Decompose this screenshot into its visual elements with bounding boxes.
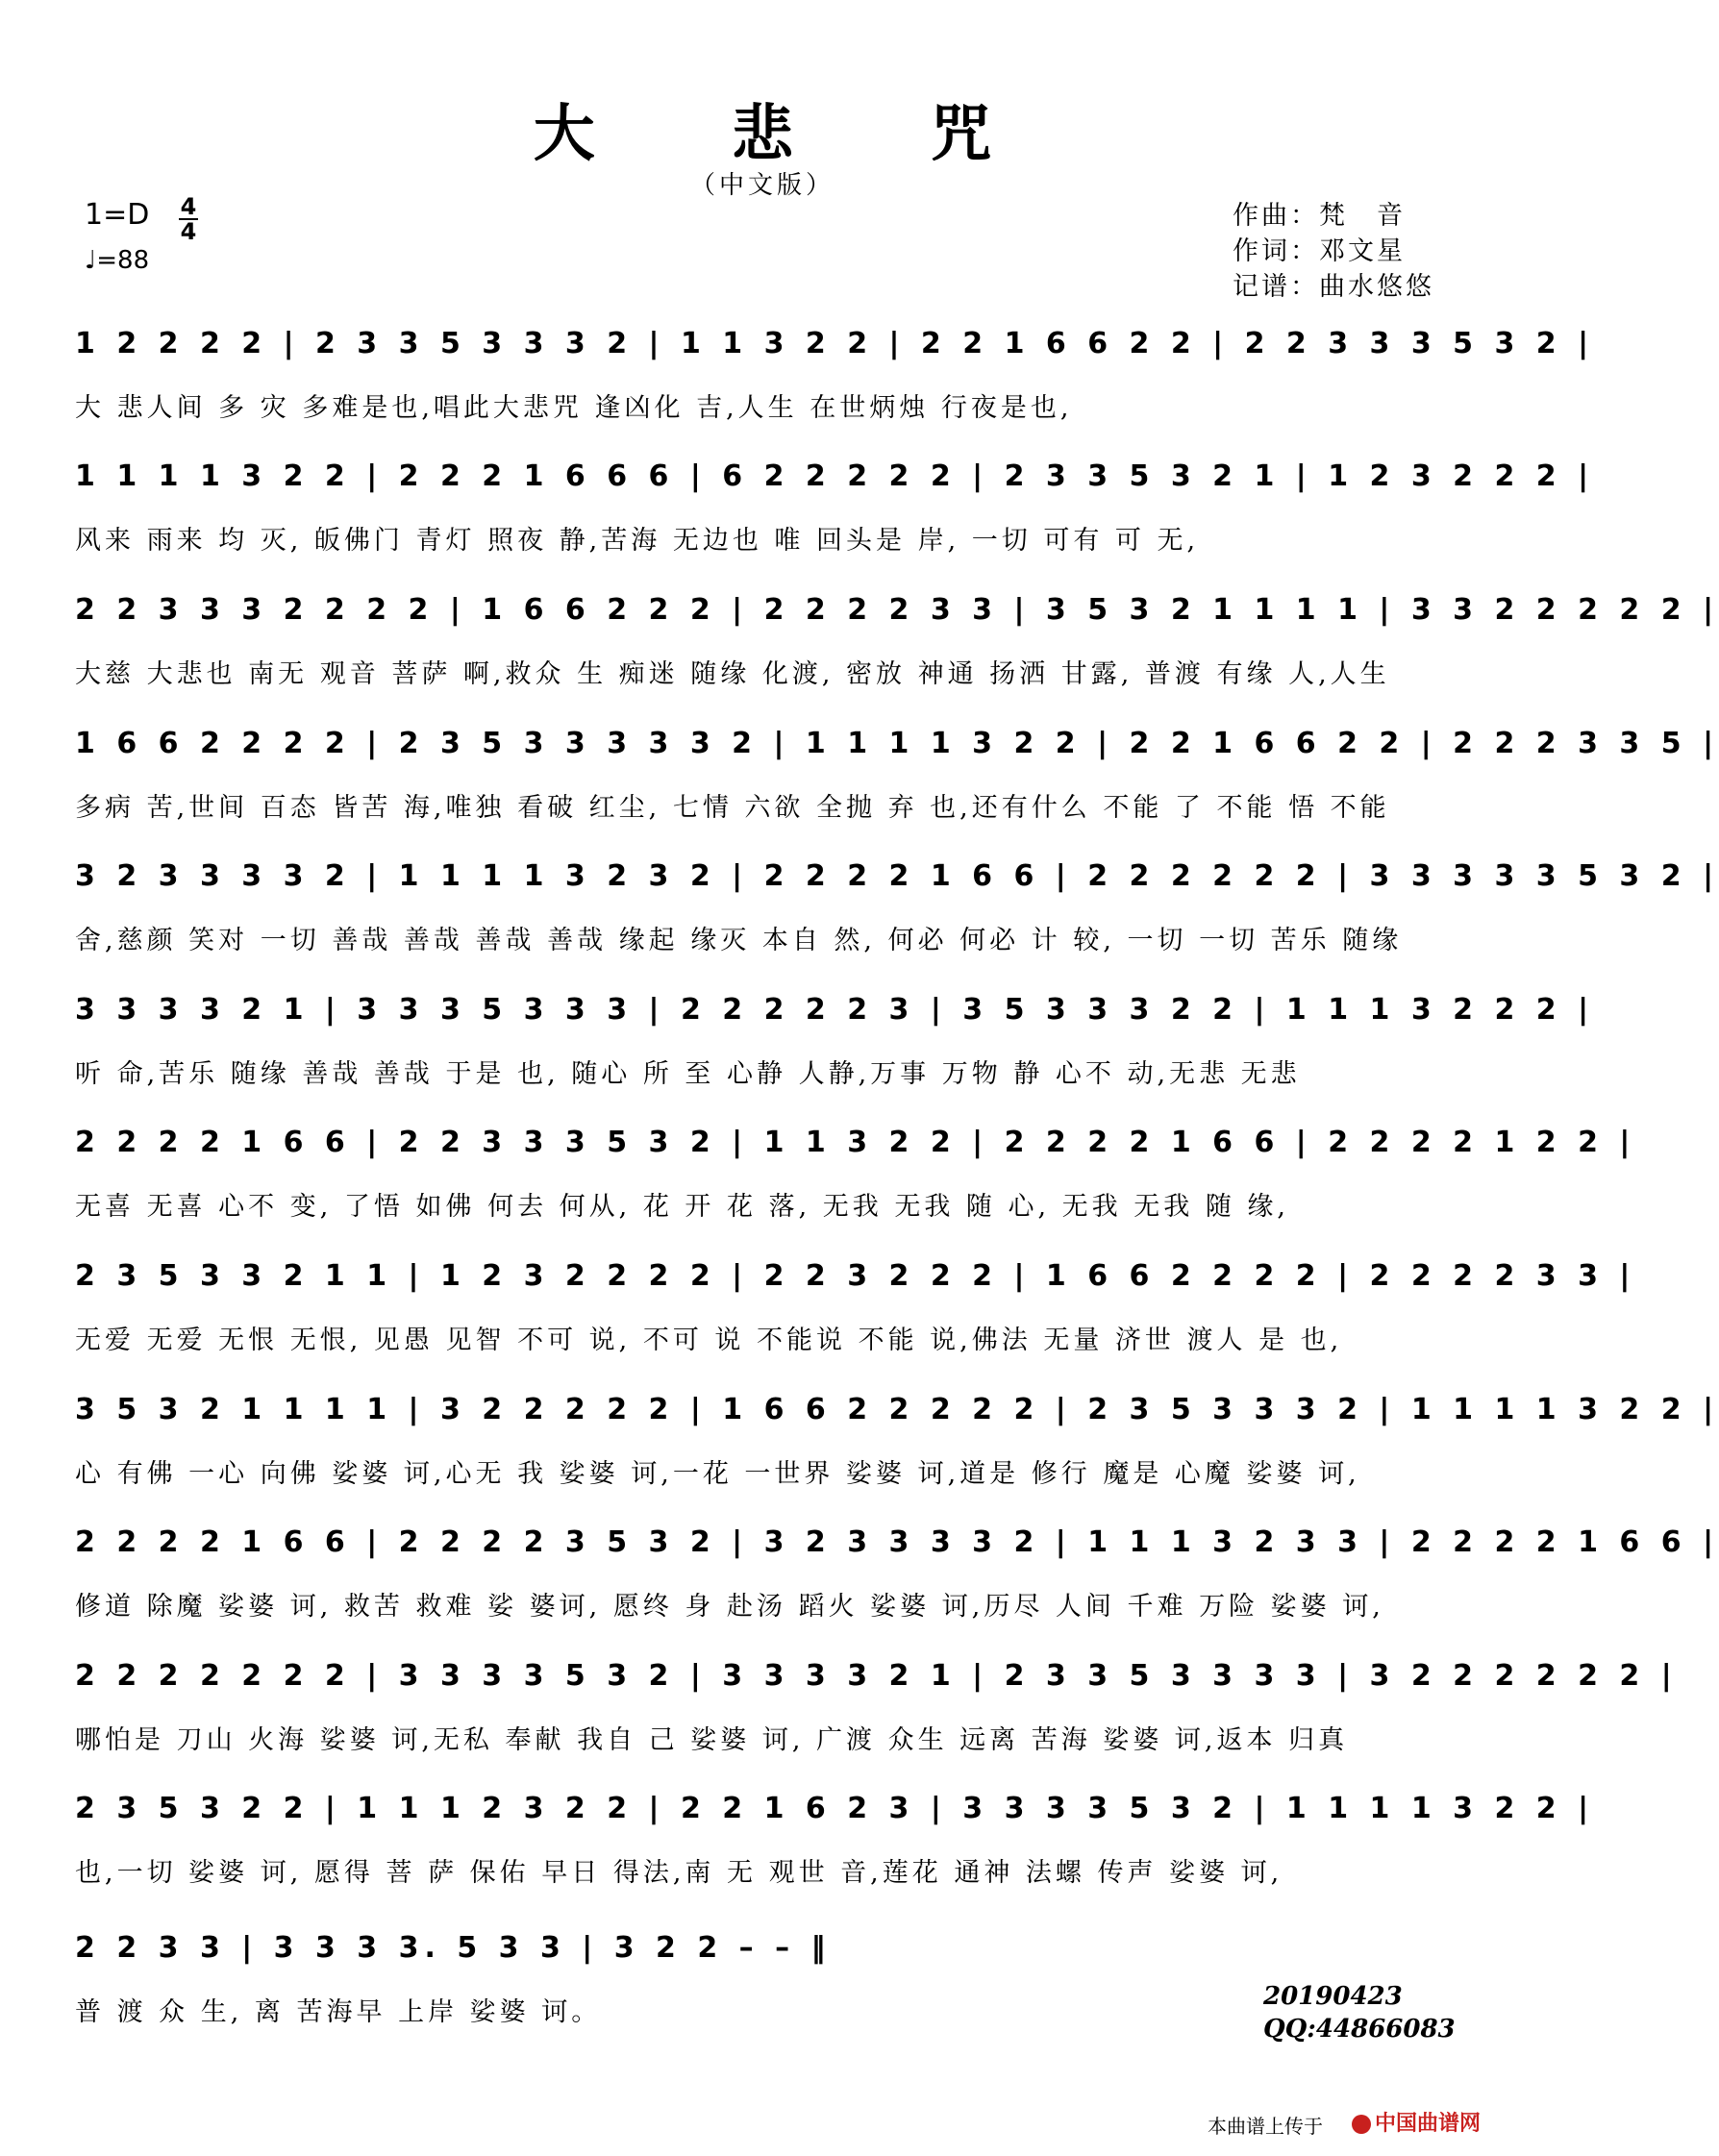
lyric-line: 舍,慈颜 笑对 一切 善哉 善哉 善哉 善哉 缘起 缘灭 本自 然, 何必 何必 计 较, 一切 一切 苦乐 随缘 [75, 926, 1403, 955]
meter-top: 4 [180, 193, 197, 220]
site-logo-icon [1352, 2115, 1371, 2134]
lyric-line: 心 有佛 一心 向佛 娑婆 诃,心无 我 娑婆 诃,一花 一世界 娑婆 诃,道是 修行 魔是 心魔 娑婆 诃, [75, 1459, 1360, 1489]
notation-line: 1 1 1 1 3 2 2 | 2 2 2 1 6 6 6 | 6 2 2 2 2 2 | 2 3 3 5 3 2 1 | 1 2 3 2 2 2 | [75, 459, 1595, 493]
site-name: 中国曲谱网 [1375, 2112, 1482, 2136]
score-system [75, 459, 1595, 584]
score-system [75, 727, 1719, 852]
lyricist-credit: 作词：邓文星 [1233, 236, 1406, 266]
score-system [75, 1393, 1719, 1518]
song-title: 大 悲 咒 [533, 99, 1050, 170]
site-logo[interactable] [1352, 2107, 1481, 2137]
lyric-line: 普 渡 众 生, 离 苦海早 上岸 娑婆 诃。 [75, 1997, 602, 2027]
lyric-line: 修道 除魔 娑婆 诃, 救苦 救难 娑 婆诃, 愿终 身 赴汤 蹈火 娑婆 诃,历尽 人间 千难 万险 娑婆 诃, [75, 1592, 1384, 1622]
score-system [75, 1659, 1678, 1784]
notation-line: 2 2 2 2 2 2 2 | 3 3 3 3 5 3 2 | 3 3 3 3 2 1 | 2 3 3 5 3 3 3 3 | 3 2 2 2 2 2 2 | [75, 1659, 1678, 1693]
notation-line: 3 2 3 3 3 3 2 | 1 1 1 1 3 2 3 2 | 2 2 2 2 1 6 6 | 2 2 2 2 2 2 | 3 3 3 3 3 5 3 2 | [75, 859, 1719, 893]
notation-line: 2 3 5 3 2 2 | 1 1 1 2 3 2 2 | 2 2 1 6 2 3 | 3 3 3 3 5 3 2 | 1 1 1 1 3 2 2 | [75, 1792, 1595, 1825]
transcriber-credit: 记谱：曲水悠悠 [1233, 272, 1434, 302]
notation-line: 2 2 3 3 | 3 3 3 3. 5 3 3 | 3 2 2 – – ‖ [75, 1931, 832, 1965]
lyric-line: 哪怕是 刀山 火海 娑婆 诃,无私 奉献 我自 己 娑婆 诃, 广渡 众生 远离 苦海 娑婆 诃,返本 归真 [75, 1725, 1349, 1755]
notation-line: 3 3 3 3 2 1 | 3 3 3 5 3 3 3 | 2 2 2 2 2 3 | 3 5 3 3 3 2 2 | 1 1 1 3 2 2 2 | [75, 993, 1595, 1027]
lyric-line: 风来 雨来 均 灭, 皈佛门 青灯 照夜 静,苦海 无边也 唯 回头是 岸, 一切 可有 可 无, [75, 526, 1200, 556]
score-system [75, 1931, 1456, 2056]
lyric-line: 大 悲人间 多 灾 多难是也,唱此大悲咒 逢凶化 吉,人生 在世炳烛 行夜是也, [75, 393, 1073, 423]
notation-line: 2 2 2 2 1 6 6 | 2 2 3 3 3 5 3 2 | 1 1 3 2 2 | 2 2 2 2 1 6 6 | 2 2 2 2 1 2 2 | [75, 1126, 1636, 1159]
tempo-marking: ♩=88 [85, 246, 150, 275]
lyric-line: 无喜 无喜 心不 变, 了悟 如佛 何去 何从, 花 开 花 落, 无我 无我 随 心, 无我 无我 随 缘, [75, 1192, 1289, 1222]
notation-line: 2 2 3 3 3 2 2 2 2 | 1 6 6 2 2 2 | 2 2 2 2 3 3 | 3 5 3 2 1 1 1 1 | 3 3 2 2 2 2 2 | [75, 593, 1719, 627]
composer-credit: 作曲：梵 音 [1233, 201, 1406, 231]
date-stamp: 20190423 [1263, 1982, 1403, 2011]
key-signature: 1=D [85, 198, 150, 232]
qq-contact: QQ:44866083 [1263, 2015, 1456, 2044]
time-signature [179, 193, 198, 245]
notation-line: 1 2 2 2 2 | 2 3 3 5 3 3 3 2 | 1 1 3 2 2 | 2 2 1 6 6 2 2 | 2 2 3 3 3 5 3 2 | [75, 327, 1595, 360]
meter-bottom: 4 [180, 218, 197, 245]
score-system [75, 1525, 1719, 1650]
score-system [75, 993, 1595, 1118]
notation-line: 2 2 2 2 1 6 6 | 2 2 2 2 3 5 3 2 | 3 2 3 3 3 3 2 | 1 1 1 3 2 3 3 | 2 2 2 2 1 6 6 | [75, 1525, 1719, 1559]
lyric-line: 多病 苦,世间 百态 皆苦 海,唯独 看破 红尘, 七情 六欲 全抛 弃 也,还有什么 不能 了 不能 悟 不能 [75, 793, 1390, 823]
upload-note: 本曲谱上传于 [1208, 2115, 1323, 2138]
score-system [75, 1259, 1636, 1384]
song-subtitle: （中文版） [689, 171, 835, 200]
score-system [75, 327, 1595, 452]
lyric-line: 也,一切 娑婆 诃, 愿得 菩 萨 保佑 早日 得法,南 无 观世 音,莲花 通神 法螺 传声 娑婆 诃, [75, 1858, 1283, 1888]
score-system [75, 593, 1719, 718]
lyric-line: 无爱 无爱 无恨 无恨, 见愚 见智 不可 说, 不可 说 不能说 不能 说,佛法 无量 济世 渡人 是 也, [75, 1326, 1343, 1355]
notation-line: 2 3 5 3 3 2 1 1 | 1 2 3 2 2 2 2 | 2 2 3 2 2 2 | 1 6 6 2 2 2 2 | 2 2 2 2 3 3 | [75, 1259, 1636, 1293]
credits [1233, 198, 1434, 305]
score-system [75, 1126, 1636, 1251]
score-system [75, 1792, 1595, 1917]
lyric-line: 大慈 大悲也 南无 观音 菩萨 啊,救众 生 痴迷 随缘 化渡, 密放 神通 扬洒 甘露, 普渡 有缘 人,人生 [75, 659, 1390, 689]
score-system [75, 859, 1719, 984]
notation-line: 3 5 3 2 1 1 1 1 | 3 2 2 2 2 2 | 1 6 6 2 2 2 2 2 | 2 3 5 3 3 3 2 | 1 1 1 1 3 2 2 | [75, 1393, 1719, 1426]
notation-line: 1 6 6 2 2 2 2 | 2 3 5 3 3 3 3 3 2 | 1 1 1 1 3 2 2 | 2 2 1 6 6 2 2 | 2 2 2 3 3 5 | [75, 727, 1719, 760]
lyric-line: 听 命,苦乐 随缘 善哉 善哉 于是 也, 随心 所 至 心静 人静,万事 万物 静 心不 动,无悲 无悲 [75, 1059, 1301, 1089]
